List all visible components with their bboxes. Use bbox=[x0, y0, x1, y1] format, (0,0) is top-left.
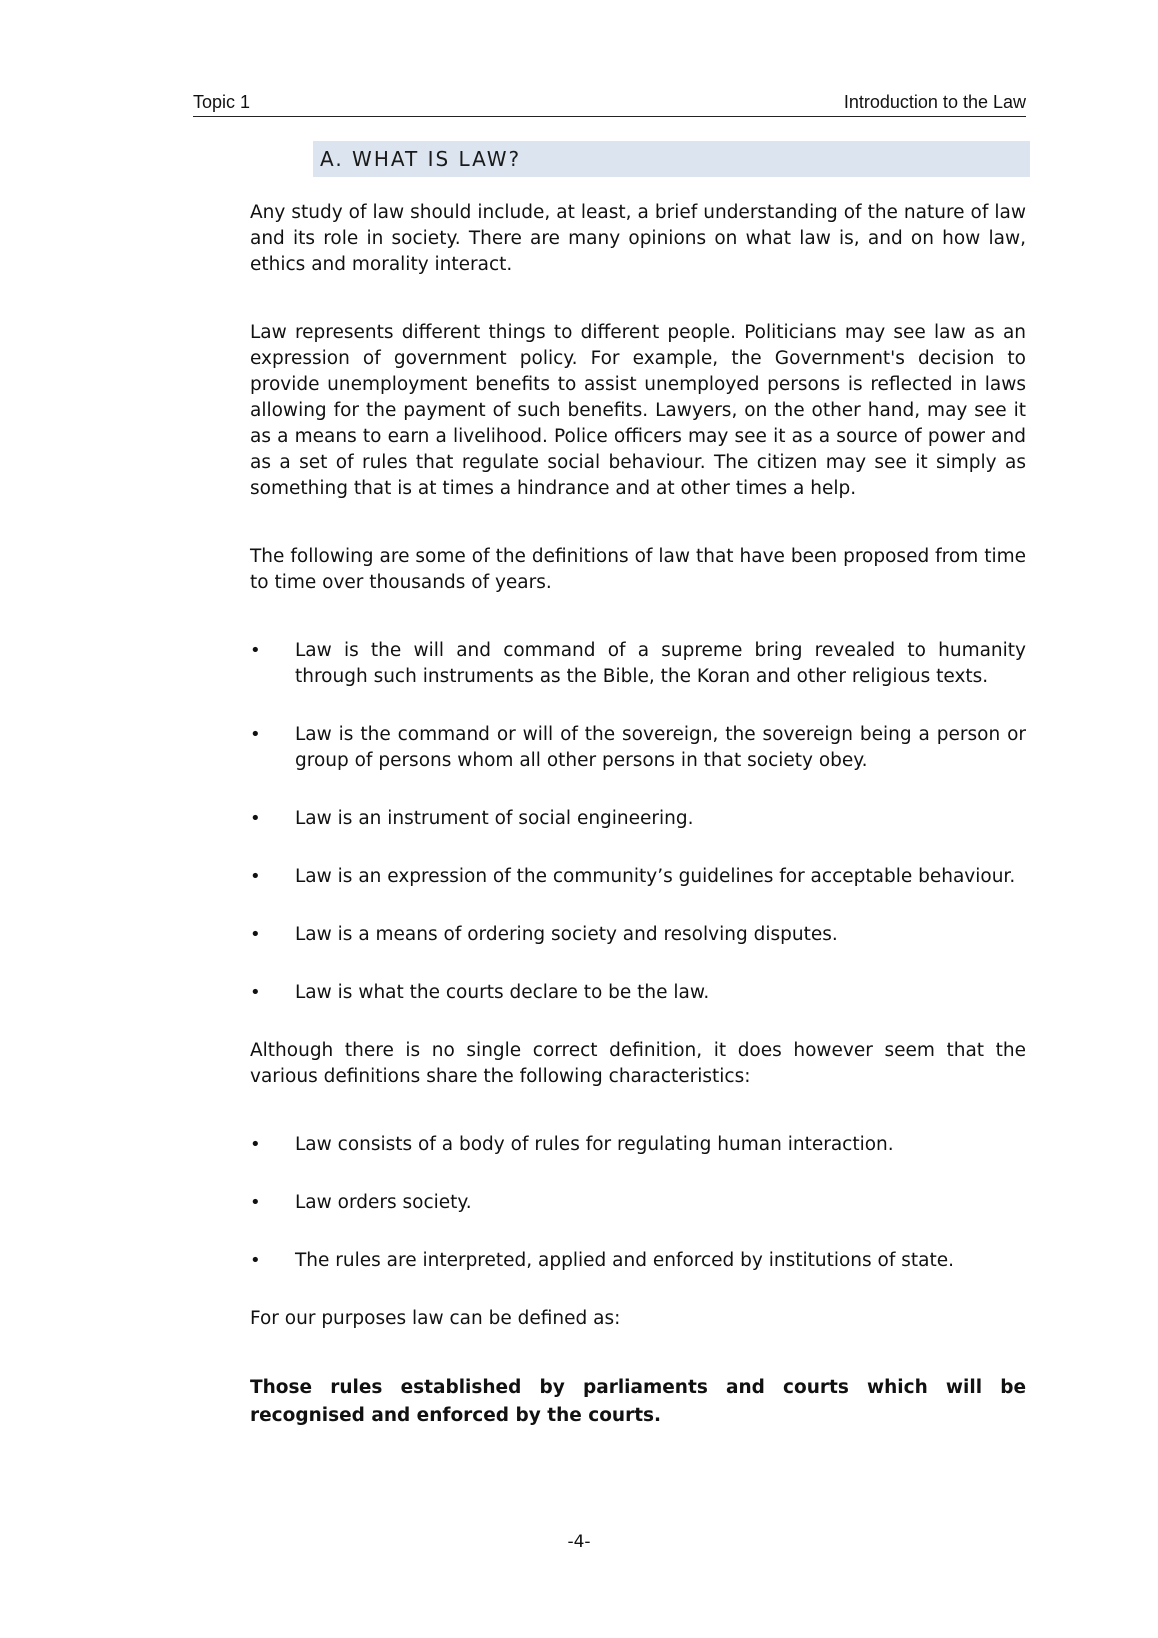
bullet-icon: • bbox=[250, 1250, 261, 1271]
list-item-text: Law is the command or will of the sovereign, the sovereign being a person or group of persons whom all other persons in that society obey. bbox=[295, 724, 1026, 771]
section-heading: A. WHAT IS LAW? bbox=[313, 141, 1030, 177]
definitions-list bbox=[250, 638, 1026, 1006]
paragraph-characteristics-intro: Although there is no single correct definition, it does however seem that the various definitions share the following characteristics: bbox=[250, 1040, 1026, 1087]
list-item bbox=[250, 980, 1026, 1006]
bullet-icon: • bbox=[250, 924, 261, 945]
paragraph-definition-lead: For our purposes law can be defined as: bbox=[250, 1308, 621, 1329]
law-definition: Those rules established by parliaments and courts which will be recognised and enforced by the courts. bbox=[250, 1377, 1026, 1426]
page-header bbox=[193, 90, 1026, 117]
header-topic: Topic 1 bbox=[193, 92, 251, 112]
list-item bbox=[250, 922, 1026, 948]
list-item bbox=[250, 806, 1026, 832]
list-item-text: Law is a means of ordering society and resolving disputes. bbox=[295, 924, 838, 945]
list-item-text: Law is an instrument of social engineering. bbox=[295, 808, 694, 829]
list-item bbox=[250, 1190, 1026, 1216]
list-item bbox=[250, 1248, 1026, 1274]
characteristics-list bbox=[250, 1132, 1026, 1274]
page-number: -4- bbox=[567, 1532, 591, 1552]
list-item bbox=[250, 638, 1026, 690]
list-item bbox=[250, 722, 1026, 774]
bullet-icon: • bbox=[250, 808, 261, 829]
list-item-text: The rules are interpreted, applied and enforced by institutions of state. bbox=[295, 1250, 954, 1271]
paragraph-definitions-intro: The following are some of the definitions of law that have been proposed from time to time over thousands of years. bbox=[250, 546, 1026, 593]
header-title: Introduction to the Law bbox=[843, 92, 1026, 112]
paragraph-intro: Any study of law should include, at least, a brief understanding of the nature of law and its role in society. There are many opinions on what law is, and on how law, ethics and morality interact. bbox=[250, 202, 1026, 275]
list-item-text: Law is an expression of the community’s guidelines for acceptable behaviour. bbox=[295, 866, 1016, 887]
paragraph-perspectives: Law represents different things to different people. Politicians may see law as an expression of government policy. For example, the Government's decision to provide unemployment benefits to assist unemployed persons is reflected in laws allowing for the payment of such benefits. Lawyers, on the other hand, may see it as a means to earn a livelihood. Police officers may see it as a source of power and as a set of rules that regulate social behaviour. The citizen may see it simply as something that is at times a hindrance and at other times a help. bbox=[250, 322, 1026, 499]
list-item-text: Law consists of a body of rules for regulating human interaction. bbox=[295, 1134, 894, 1155]
bullet-icon: • bbox=[250, 724, 261, 745]
bullet-icon: • bbox=[250, 640, 261, 661]
list-item-text: Law is what the courts declare to be the law. bbox=[295, 982, 710, 1003]
document-body bbox=[250, 200, 1026, 1430]
bullet-icon: • bbox=[250, 866, 261, 887]
bullet-icon: • bbox=[250, 982, 261, 1003]
bullet-icon: • bbox=[250, 1134, 261, 1155]
bullet-icon: • bbox=[250, 1192, 261, 1213]
list-item-text: Law orders society. bbox=[295, 1192, 472, 1213]
list-item bbox=[250, 1132, 1026, 1158]
list-item-text: Law is the will and command of a supreme bring revealed to humanity through such instruments as the Bible, the Koran and other religious texts. bbox=[295, 640, 1026, 687]
list-item bbox=[250, 864, 1026, 890]
